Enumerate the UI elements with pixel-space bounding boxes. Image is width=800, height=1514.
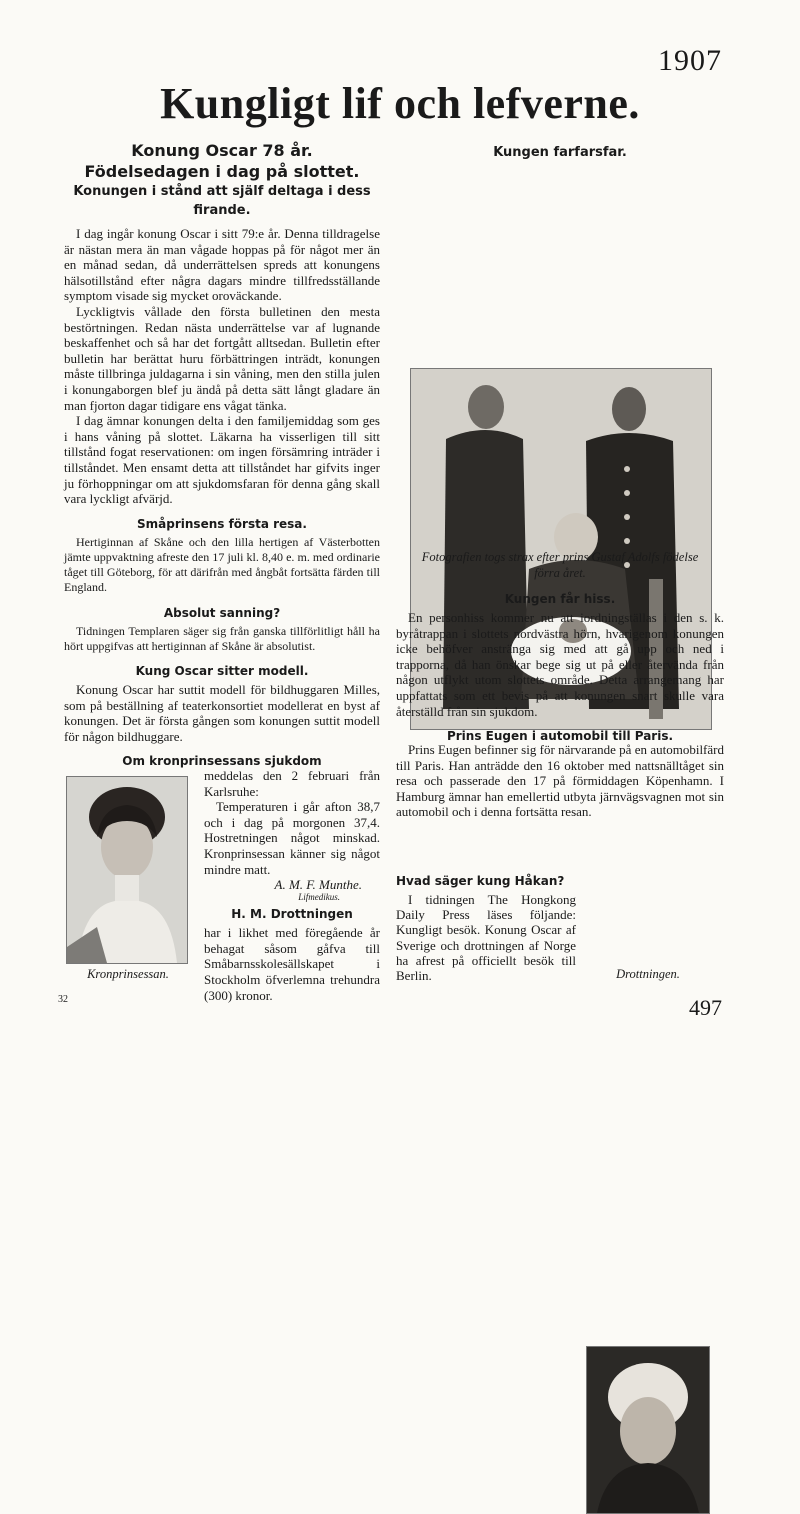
crown-princess-photo bbox=[66, 776, 188, 964]
section-heading: H. M. Drottningen bbox=[231, 907, 353, 922]
section-heading: Småprinsens första resa. bbox=[137, 516, 307, 531]
section-text: En personhiss kommer nu att iordningställas i den s. k. byråtrappan i slottets nordvästra hörn, hvarigenom konungen icke behöfver anstränga sig med att gå upp och ned i trapporna, då han önskar bege sig ut på eller återvända från någon utflykt utom slottets område. Detta arrangemang har uppfattats som ett bevis på att konungen snart skulle vara återställd från sin sjukdom. bbox=[396, 610, 724, 719]
section-heading: Prins Eugen i automobil till Paris. bbox=[446, 729, 674, 744]
section-heading: Om kronprinsessans sjukdom bbox=[122, 754, 322, 769]
article-paragraph: Lyckligtvis vållade den första bulletinen den mesta bestörtningen. Redan nästa underrättelse var af lugnande beskaffenhet och så har det fortgått alltsedan. Bulletin efter bulletin har berättat huru förbättringen inträdt, konungen måste tillbringa juldagarna i sin våning, men den stilla julen i konungaborgen blef ju ändå på detta sätt långt gladare än man fjorton dagar tidigare ens vågat tänka. bbox=[64, 303, 380, 413]
crown-princess-report bbox=[204, 768, 380, 1003]
section-heading: Hvad säger kung Håkan? bbox=[396, 874, 565, 888]
article-deck: Konungen i stånd att själf deltaga i dess firande. bbox=[73, 184, 371, 218]
section-text: Tidningen Templaren säger sig från ganska tillförlitligt håll ha hört uppgifvas att hertiginnan af Skåne är absolutist. bbox=[64, 623, 380, 653]
crown-princess-caption: Kronprinsessan. bbox=[87, 967, 169, 981]
queen-caption: Drottningen. bbox=[616, 967, 680, 981]
report-text: Temperaturen i går afton 38,7 och i dag på morgonen 37,4. Hostretningen något minskad. Kronprinsessan känner sig något mindre matt. bbox=[204, 799, 380, 877]
report-signature: A. M. F. Munthe. bbox=[274, 877, 362, 893]
report-intro: meddelas den 2 februari från Karlsruhe: bbox=[204, 768, 380, 799]
left-column bbox=[64, 140, 380, 772]
photo-title: Kungen farfarsfar. bbox=[493, 145, 627, 160]
page-folio: 497 bbox=[689, 995, 722, 1020]
section-heading: Absolut sanning? bbox=[163, 605, 281, 620]
small-page-number: 32 bbox=[58, 994, 68, 1005]
section-text: I tidningen The Hongkong Daily Press läses följande: Kungligt besök. Konung Oscar af Sverige och drottningen af Norge ha afrest på officiellt besök till Berlin. bbox=[396, 892, 576, 984]
page-title: Kungligt lif och lefverne. bbox=[160, 79, 640, 128]
year-heading: 1907 bbox=[658, 44, 722, 77]
section-text: Konung Oscar har suttit modell för bildhuggaren Milles, som på beställning af teaterkonsortiet modellerat en byst af konungen. Det är första gången som konungen suttit modell för någon bildhuggare. bbox=[64, 681, 380, 744]
right-column bbox=[396, 590, 724, 747]
section-heading: Kung Oscar sitter modell. bbox=[135, 663, 309, 678]
queen-photo bbox=[586, 1346, 710, 1514]
article-paragraph: I dag ämnar konungen delta i den familjemiddag som ges i hans våning på slottet. Läkarna ha visserligen till sitt tillstånd fogat reservationen: om ingen försämring inträder i tillståndet. Men ensamt detta att tillståndet har gifvits inger ju förhoppningar om att sjukdomsfaran för denna gång skall vara lyckligt afvärjd. bbox=[64, 413, 380, 507]
section-text: Hertiginnan af Skåne och den lilla hertigen af Västerbotten jämte uppvaktning afreste den 17 juli kl. 8,40 e. m. med ordinarie tåget till Göteborg, för att därifrån med ångbåt fortsätta färden till England. bbox=[64, 534, 380, 595]
prince-eugen-text-top bbox=[396, 742, 724, 820]
report-signature-title: Lifmedikus. bbox=[298, 892, 340, 903]
queen-portrait-illustration bbox=[587, 1347, 709, 1513]
article-headline: Konung Oscar 78 år. bbox=[131, 141, 313, 160]
royal-photo-caption: Fotografien togs strax efter prins Gustaf Adolfs födelse förra året. bbox=[421, 550, 699, 580]
article-paragraph: I dag ingår konung Oscar i sitt 79:e år. Denna tilldragelse är nästan mera än man vågade hoppas på för något mer än en månad sedan, då underrättelsen spreds att konungens hälsotillstånd efter några dagars mindre tillfredsställande symptom visade sig mycket oroväckande. bbox=[64, 226, 380, 304]
section-text: har i likhet med föregående år behagat såsom gåfva till Småbarnsskolesällskapet i Stockholm öfverlemna trehundra (300) kronor. bbox=[204, 925, 380, 1003]
section-heading: Kungen får hiss. bbox=[504, 592, 616, 606]
section-text: Prins Eugen befinner sig för närvarande på en automobilfärd till Paris. Han anträdde den 16 oktober med nattsnälltåget sin resa och passerade den 17 på förmiddagen Köpenhamn. I Hamburg ämnar han emellertid utbyta järnvägsvagnen mot sin automobil och i denna fortsätta resan. bbox=[396, 742, 724, 820]
king-haakon-section bbox=[396, 872, 576, 983]
portrait-illustration bbox=[67, 777, 187, 963]
article-subheadline: Födelsedagen i dag på slottet. bbox=[84, 162, 360, 181]
